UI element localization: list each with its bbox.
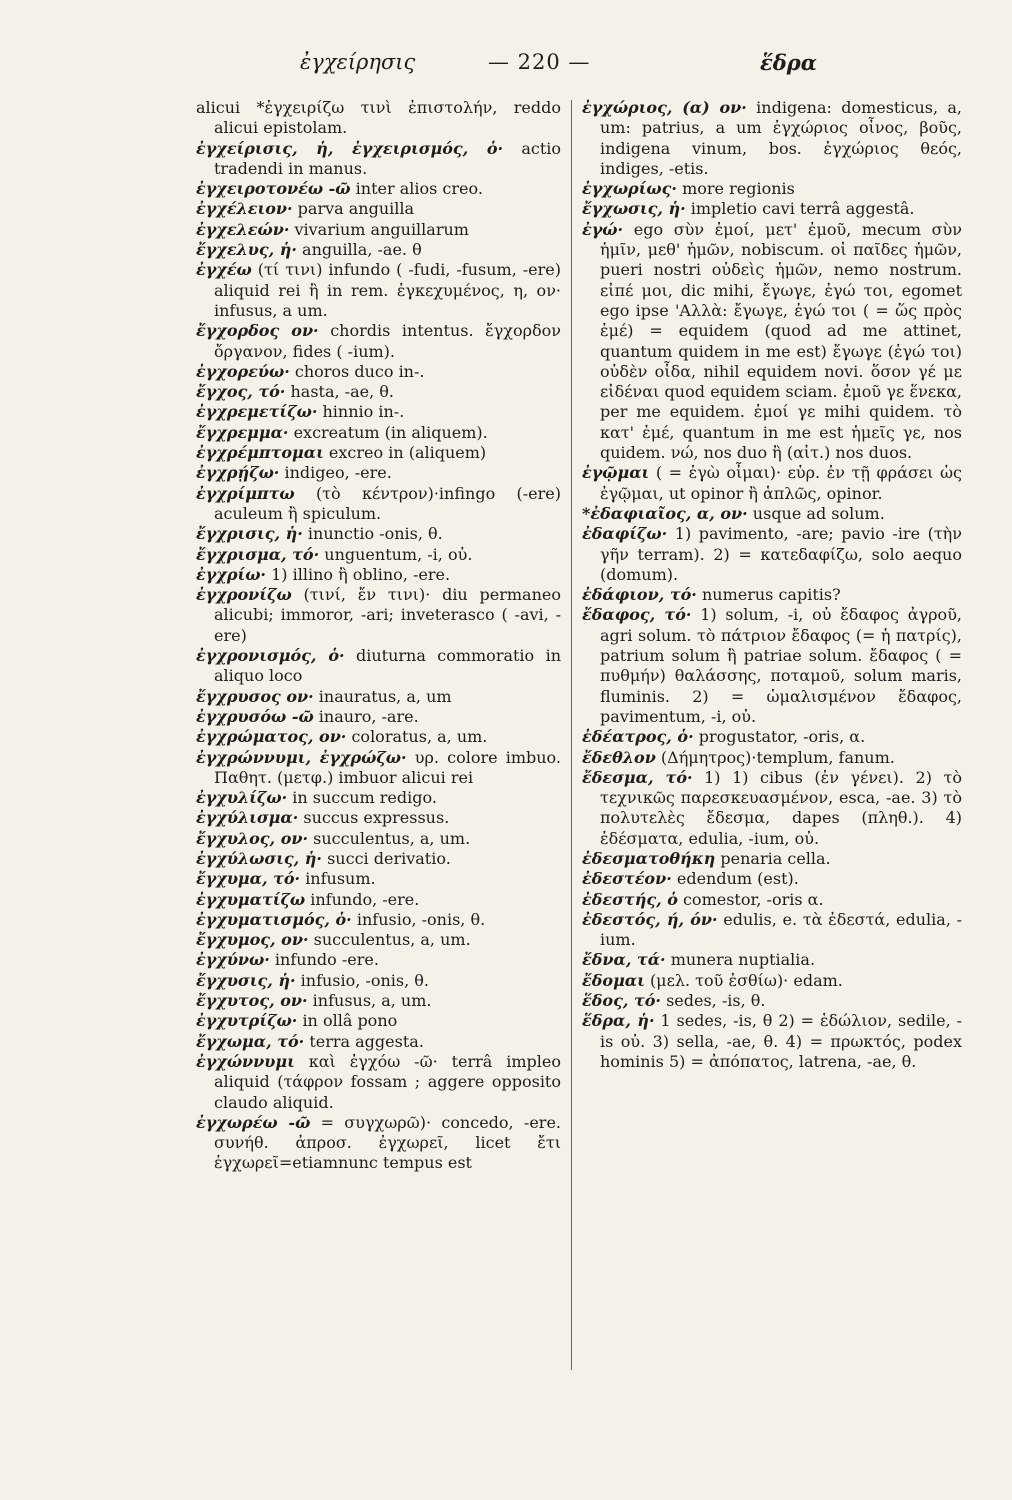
entry-definition: hasta, -ae, θ. [290, 382, 394, 402]
entry-headword: ἐγχυματίζω [196, 889, 306, 909]
dictionary-entry [582, 199, 962, 219]
dictionary-entry [196, 423, 561, 443]
dictionary-entry [582, 605, 962, 727]
dictionary-entry [196, 240, 561, 260]
entry-headword: ἕδρα, ἡ· [582, 1011, 655, 1031]
entry-definition: 1) 1) cibus (ἐν γένει). 2) τὸ τεχνικῶς παρεσκευασμένον, esca, -ae. 3) τὸ πολυτελὲς ἔδεσμα, dapes (πληθ.). 4) ἐδέσματα, edulia, -ium, οὐ. [600, 767, 962, 848]
entry-definition: inter alios creo. [355, 179, 483, 199]
running-head [0, 42, 1012, 82]
entry-headword: ἔδαφος, τό· [582, 605, 692, 625]
entry-headword: ἐγχειροτονέω -ῶ [196, 179, 351, 199]
entry-headword: ἐγχορεύω· [196, 361, 290, 381]
dictionary-entry [582, 179, 962, 199]
entry-definition: inunctio -onis, θ. [307, 524, 443, 544]
entry-headword: ἐδάφιον, τό· [582, 585, 697, 605]
entry-definition: vivarium anguillarum [294, 219, 469, 239]
entry-headword: ἐδεστής, ὁ [582, 889, 678, 909]
entry-headword: *ἐδαφιαῖος, α, ον· [582, 503, 748, 523]
entry-headword: ἔγχορδος ον· [196, 321, 319, 341]
entry-definition: in succum redigo. [292, 788, 437, 808]
dictionary-entry [196, 260, 561, 321]
dictionary-entry [196, 463, 561, 483]
entry-headword: ἐγχύνω· [196, 950, 270, 970]
entry-headword: ἕδος, τό· [582, 991, 661, 1011]
entry-definition: (τί τινι) infundo ( -fudi, -fusum, -ere) aliquid rei ἢ in rem. ἐγκεχυμένος, η, ον· infusus, a um. [214, 260, 561, 320]
dictionary-entry [196, 849, 561, 869]
entry-definition: progustator, -oris, α. [698, 727, 866, 747]
page-number: — 220 — [488, 50, 591, 74]
entry-definition: succus expressus. [303, 808, 450, 828]
entry-headword: ἔγχυτος, ον· [196, 991, 308, 1011]
entry-headword: ἔγχωμα, τό· [196, 1031, 305, 1051]
dictionary-entry [582, 504, 962, 524]
dictionary-entry [196, 890, 561, 910]
dictionary-entry [196, 585, 561, 646]
entry-definition: succulentus, a, um. [313, 930, 471, 950]
entry-definition: in ollâ pono [302, 1011, 398, 1031]
dictionary-entry [582, 524, 962, 585]
dictionary-entry [196, 98, 561, 139]
left-column [196, 98, 561, 1388]
entry-definition: hinnio in-. [322, 402, 405, 422]
dictionary-entry [582, 971, 962, 991]
entry-headword: ἐγχύλισμα· [196, 808, 299, 828]
dictionary-entry [196, 565, 561, 585]
entry-definition: (τινί, ἔν τινι)· diu permaneo alicubi; immoror, -ari; inveterasco ( -avi, -ere) [214, 585, 561, 645]
entry-definition: ego σὺν ἐμοί, μετ' ἐμοῦ, mecum σὺν ἡμῖν, μεθ' ἡμῶν, nobiscum. οἱ παῖδες ἡμῶν, pueri nostri οὐδεὶς ἡμῶν, nemo nostrum. εἰπέ μοι, dic mihi, ἔγωγε, ἐγώ τοι, egomet ego ipse 'Αλλὰ: ἔγωγε, ἐγώ τοι ( = ὥς πρὸς ἐμέ) = equidem (quod ad me attinet, quantum quidem in me est) ἔγωγε (ἐγώ τοι) οὐδὲν οἶδα, nihil equidem novi. ὅσον γέ με εἰδέναι quod equidem sciam. ἐμοῦ γε ἕνεκα, per me equidem. ἐμοί γε mihi quidem. τὸ κατ' ἐμέ, quantum in me est ἡμεῖς γε, nos quidem. νώ, nos duo ἢ (αἰτ.) nos duos. [600, 219, 962, 463]
entry-definition: infusio, -onis, θ. [356, 909, 486, 929]
dictionary-entry [196, 1052, 561, 1113]
entry-definition: succulentus, a, um. [313, 828, 471, 848]
entry-headword: ἔγχυμα, τό· [196, 869, 301, 889]
entry-definition: infusum. [305, 869, 376, 889]
entry-headword: ἐγχέλειον· [196, 199, 293, 219]
dictionary-entry [196, 950, 561, 970]
dictionary-entry [196, 808, 561, 828]
dictionary-entry [196, 321, 561, 362]
dictionary-entry [196, 788, 561, 808]
dictionary-entry [196, 646, 561, 687]
entry-definition: chordis intentus. ἔγχορδον ὄργανον, fides ( -ium). [214, 321, 561, 361]
entry-headword: ἐδεσματοθήκη [582, 848, 716, 868]
entry-headword: ἐδεστέον· [582, 869, 672, 889]
entry-definition: infundo, -ere. [310, 889, 420, 909]
dictionary-entry [196, 199, 561, 219]
entry-headword: ἔδεσμα, τό· [582, 767, 693, 787]
entry-headword: ἐγώ· [582, 219, 624, 239]
entry-headword: ἔγχυλος, ον· [196, 828, 309, 848]
entry-headword: ἔδομαι [582, 970, 645, 990]
dictionary-entry [582, 991, 962, 1011]
dictionary-entry [582, 910, 962, 951]
dictionary-entry [196, 139, 561, 180]
entry-headword: ἐγχώννυμι [196, 1051, 295, 1071]
entry-headword: ἐγχρίω· [196, 564, 266, 584]
dictionary-entry [582, 849, 962, 869]
entry-definition: excreatum (in aliquem). [293, 422, 488, 442]
dictionary-entry [582, 950, 962, 970]
entry-definition: numerus capitis? [701, 585, 841, 605]
dictionary-entry [196, 991, 561, 1011]
dictionary-entry [196, 179, 561, 199]
entry-definition: ( = ἐγὼ οἶμαι)· εὑρ. ἐν τῇ φράσει ὡς ἐγῷμαι, ut opinor ἢ ἁπλῶς, opinor. [600, 463, 962, 503]
entry-headword: ἐγχρεμετίζω· [196, 402, 318, 422]
entry-headword: ἐγῷμαι [582, 463, 650, 483]
entry-definition: alicui *ἐγχειρίζω τινὶ ἐπιστολήν, reddo alicui epistolam. [196, 98, 561, 138]
entry-definition: 1) solum, -i, οὐ ἔδαφος ἀγροῦ, agri solum. τὸ πάτριον ἔδαφος (= ἡ πατρίς), patrium solum ἢ patriae solum. ἔδαφος ( = πυθμήν) θαλάσσης, ποταμοῦ, solum maris, fluminis. 2) = ὡμαλισμένον ἔδαφος, pavimentum, -i, οὐ. [600, 605, 962, 726]
running-head-right: ἕδρα [760, 50, 817, 75]
dictionary-entry [196, 443, 561, 463]
entry-headword: ἐγχώριος, (α) ον· [582, 98, 747, 117]
entry-headword: ἐγχρέμπτομαι [196, 443, 324, 463]
right-column [582, 98, 962, 1388]
entry-definition: edulis, e. τὰ ἐδεστά, edulia, -ium. [600, 909, 962, 950]
entry-headword: ἔδνα, τά· [582, 950, 666, 970]
entry-headword: ἐγχρονίζω [196, 585, 292, 605]
entry-headword: ἐγχυματισμός, ὁ· [196, 909, 352, 929]
entry-definition: diuturna commoratio in aliquo loco [214, 646, 561, 686]
dictionary-entry [196, 524, 561, 544]
dictionary-entry [196, 402, 561, 422]
entry-definition: terra aggesta. [309, 1031, 424, 1051]
dictionary-entry [196, 382, 561, 402]
dictionary-entry [196, 930, 561, 950]
entry-headword: ἐδέατρος, ὁ· [582, 727, 694, 747]
dictionary-entry [582, 768, 962, 849]
dictionary-entry [196, 362, 561, 382]
entry-headword: ἔγχυσις, ἡ· [196, 970, 296, 990]
entry-headword: ἐγχυτρίζω· [196, 1011, 298, 1031]
entry-definition: = συγχωρῶ)· concedo, -ere. συνήθ. ἀπροσ. ἐγχωρεῖ, licet ἔτι ἐγχωρεῖ=etiamnunc tempus est [214, 1112, 561, 1173]
entry-definition: καὶ ἐγχόω -ῶ· terrâ impleo aliquid (τάφρον fossam ; aggere opposito claudo aliquid. [214, 1051, 561, 1112]
entry-headword: ἔγχρυσος ον· [196, 686, 314, 706]
entry-headword: ἔγχυμος, ον· [196, 930, 309, 950]
dictionary-entry [582, 585, 962, 605]
dictionary-entry [196, 687, 561, 707]
entry-headword: ἐγχωρέω -ῶ [196, 1112, 311, 1132]
entry-definition: actio tradendi in manus. [214, 138, 561, 178]
entry-headword: ἐδεστός, ή, όν· [582, 909, 718, 929]
entry-headword: ἐγχρώματος, ον· [196, 727, 347, 747]
entry-headword: ἔγχελυς, ἡ· [196, 240, 297, 260]
entry-headword: ἐγχυλίζω· [196, 788, 288, 808]
entry-definition: inauratus, a, um [318, 686, 452, 706]
entry-definition: anguilla, -ae. θ [302, 240, 422, 260]
entry-definition: choros duco in-. [294, 361, 425, 381]
entry-definition: inauro, -are. [318, 706, 419, 726]
entry-headword: ἐγχρίμπτω [196, 483, 295, 503]
dictionary-entry [196, 545, 561, 565]
entry-headword: ἐγχωρίως· [582, 179, 677, 199]
entry-definition: υρ. colore imbuo. Παθητ. (μετφ.) imbuor alicui rei [214, 747, 561, 787]
dictionary-entry [582, 220, 962, 464]
entry-definition: indigena: domesticus, a, um: patrius, a um ἐγχώριος οἶνος, βοῦς, indigena vinum, bos. ἐγχώριος θεός, indiges, -etis. [600, 98, 962, 178]
dictionary-entry [582, 748, 962, 768]
entry-headword: ἔδεθλον [582, 747, 656, 767]
entry-headword: ἔγχωσις, ἡ· [582, 199, 686, 219]
dictionary-entry [196, 971, 561, 991]
entry-headword: ἔγχρισμα, τό· [196, 544, 320, 564]
entry-definition: (τὸ κέντρον)·infingo (-ere) aculeum ἢ spiculum. [214, 483, 561, 523]
dictionary-entry [196, 484, 561, 525]
entry-definition: unguentum, -i, οὐ. [324, 544, 473, 564]
dictionary-entry [196, 1113, 561, 1174]
entry-definition: indigeo, -ere. [284, 463, 392, 483]
entry-headword: ἐγχρώννυμι, ἐγχρώζω· [196, 747, 407, 767]
dictionary-entry [582, 1011, 962, 1072]
dictionary-entry [196, 707, 561, 727]
entry-definition: impletio cavi terrâ aggestâ. [690, 199, 915, 219]
entry-headword: ἐδαφίζω· [582, 524, 668, 544]
entry-headword: ἐγχείρισις, ἡ, ἐγχειρισμός, ὁ· [196, 138, 504, 158]
entry-headword: ἔγχρεμμα· [196, 422, 289, 442]
entry-definition: penaria cella. [720, 848, 831, 868]
dictionary-entry [196, 1011, 561, 1031]
dictionary-entry [582, 869, 962, 889]
running-head-left: ἐγχείρησις [300, 50, 416, 74]
entry-definition: infusio, -onis, θ. [300, 970, 429, 990]
entry-headword: ἐγχέω [196, 260, 252, 280]
dictionary-entry [582, 98, 962, 179]
entry-definition: 1) pavimento, -are; pavio -ire (τὴν γῆν terram). 2) = κατεδαφίζω, solo aequo (domum). [600, 524, 962, 584]
entry-definition: (μελ. τοῦ ἐσθίω)· edam. [649, 970, 843, 990]
dictionary-entry [196, 829, 561, 849]
entry-definition: parva anguilla [297, 199, 415, 219]
entry-definition: succi derivatio. [327, 848, 451, 868]
entry-headword: ἐγχρῄζω· [196, 463, 280, 483]
dictionary-entry [582, 890, 962, 910]
entry-definition: 1 sedes, -is, θ 2) = ἑδώλιον, sedile, -is οὐ. 3) sella, -ae, θ. 4) = πρωκτός, podex hominis 5) = ἀπόπατος, latrena, -ae, θ. [600, 1011, 962, 1071]
dictionary-entry [196, 727, 561, 747]
entry-definition: edendum (est). [676, 869, 799, 889]
entry-definition: 1) illino ἢ oblino, -ere. [271, 564, 451, 584]
entry-definition: comestor, -oris α. [682, 889, 824, 909]
dictionary-entry [196, 748, 561, 789]
dictionary-entry [196, 220, 561, 240]
entry-headword: ἐγχρονισμός, ὁ· [196, 646, 345, 666]
dictionary-entry [196, 869, 561, 889]
dictionary-entry [196, 910, 561, 930]
entry-definition: (Δήμητρος)·templum, fanum. [660, 747, 895, 767]
entry-headword: ἐγχελεών· [196, 219, 290, 239]
entry-definition: more regionis [682, 179, 795, 199]
entry-definition: munera nuptialia. [670, 950, 816, 970]
entry-definition: usque ad solum. [752, 503, 885, 523]
entry-definition: infundo -ere. [274, 950, 379, 970]
entry-headword: ἔγχος, τό· [196, 382, 286, 402]
column-divider [571, 100, 572, 1370]
dictionary-entry [582, 727, 962, 747]
entry-headword: ἔγχρισις, ἡ· [196, 524, 303, 544]
entry-headword: ἐγχρυσόω -ῶ [196, 706, 314, 726]
entry-definition: infusus, a, um. [312, 991, 432, 1011]
dictionary-entry [582, 463, 962, 504]
entry-definition: coloratus, a, um. [351, 727, 488, 747]
dictionary-entry [196, 1032, 561, 1052]
entry-definition: excreo in (aliquem) [328, 443, 487, 463]
entry-headword: ἐγχύλωσις, ἡ· [196, 848, 322, 868]
entry-definition: sedes, -is, θ. [666, 991, 766, 1011]
